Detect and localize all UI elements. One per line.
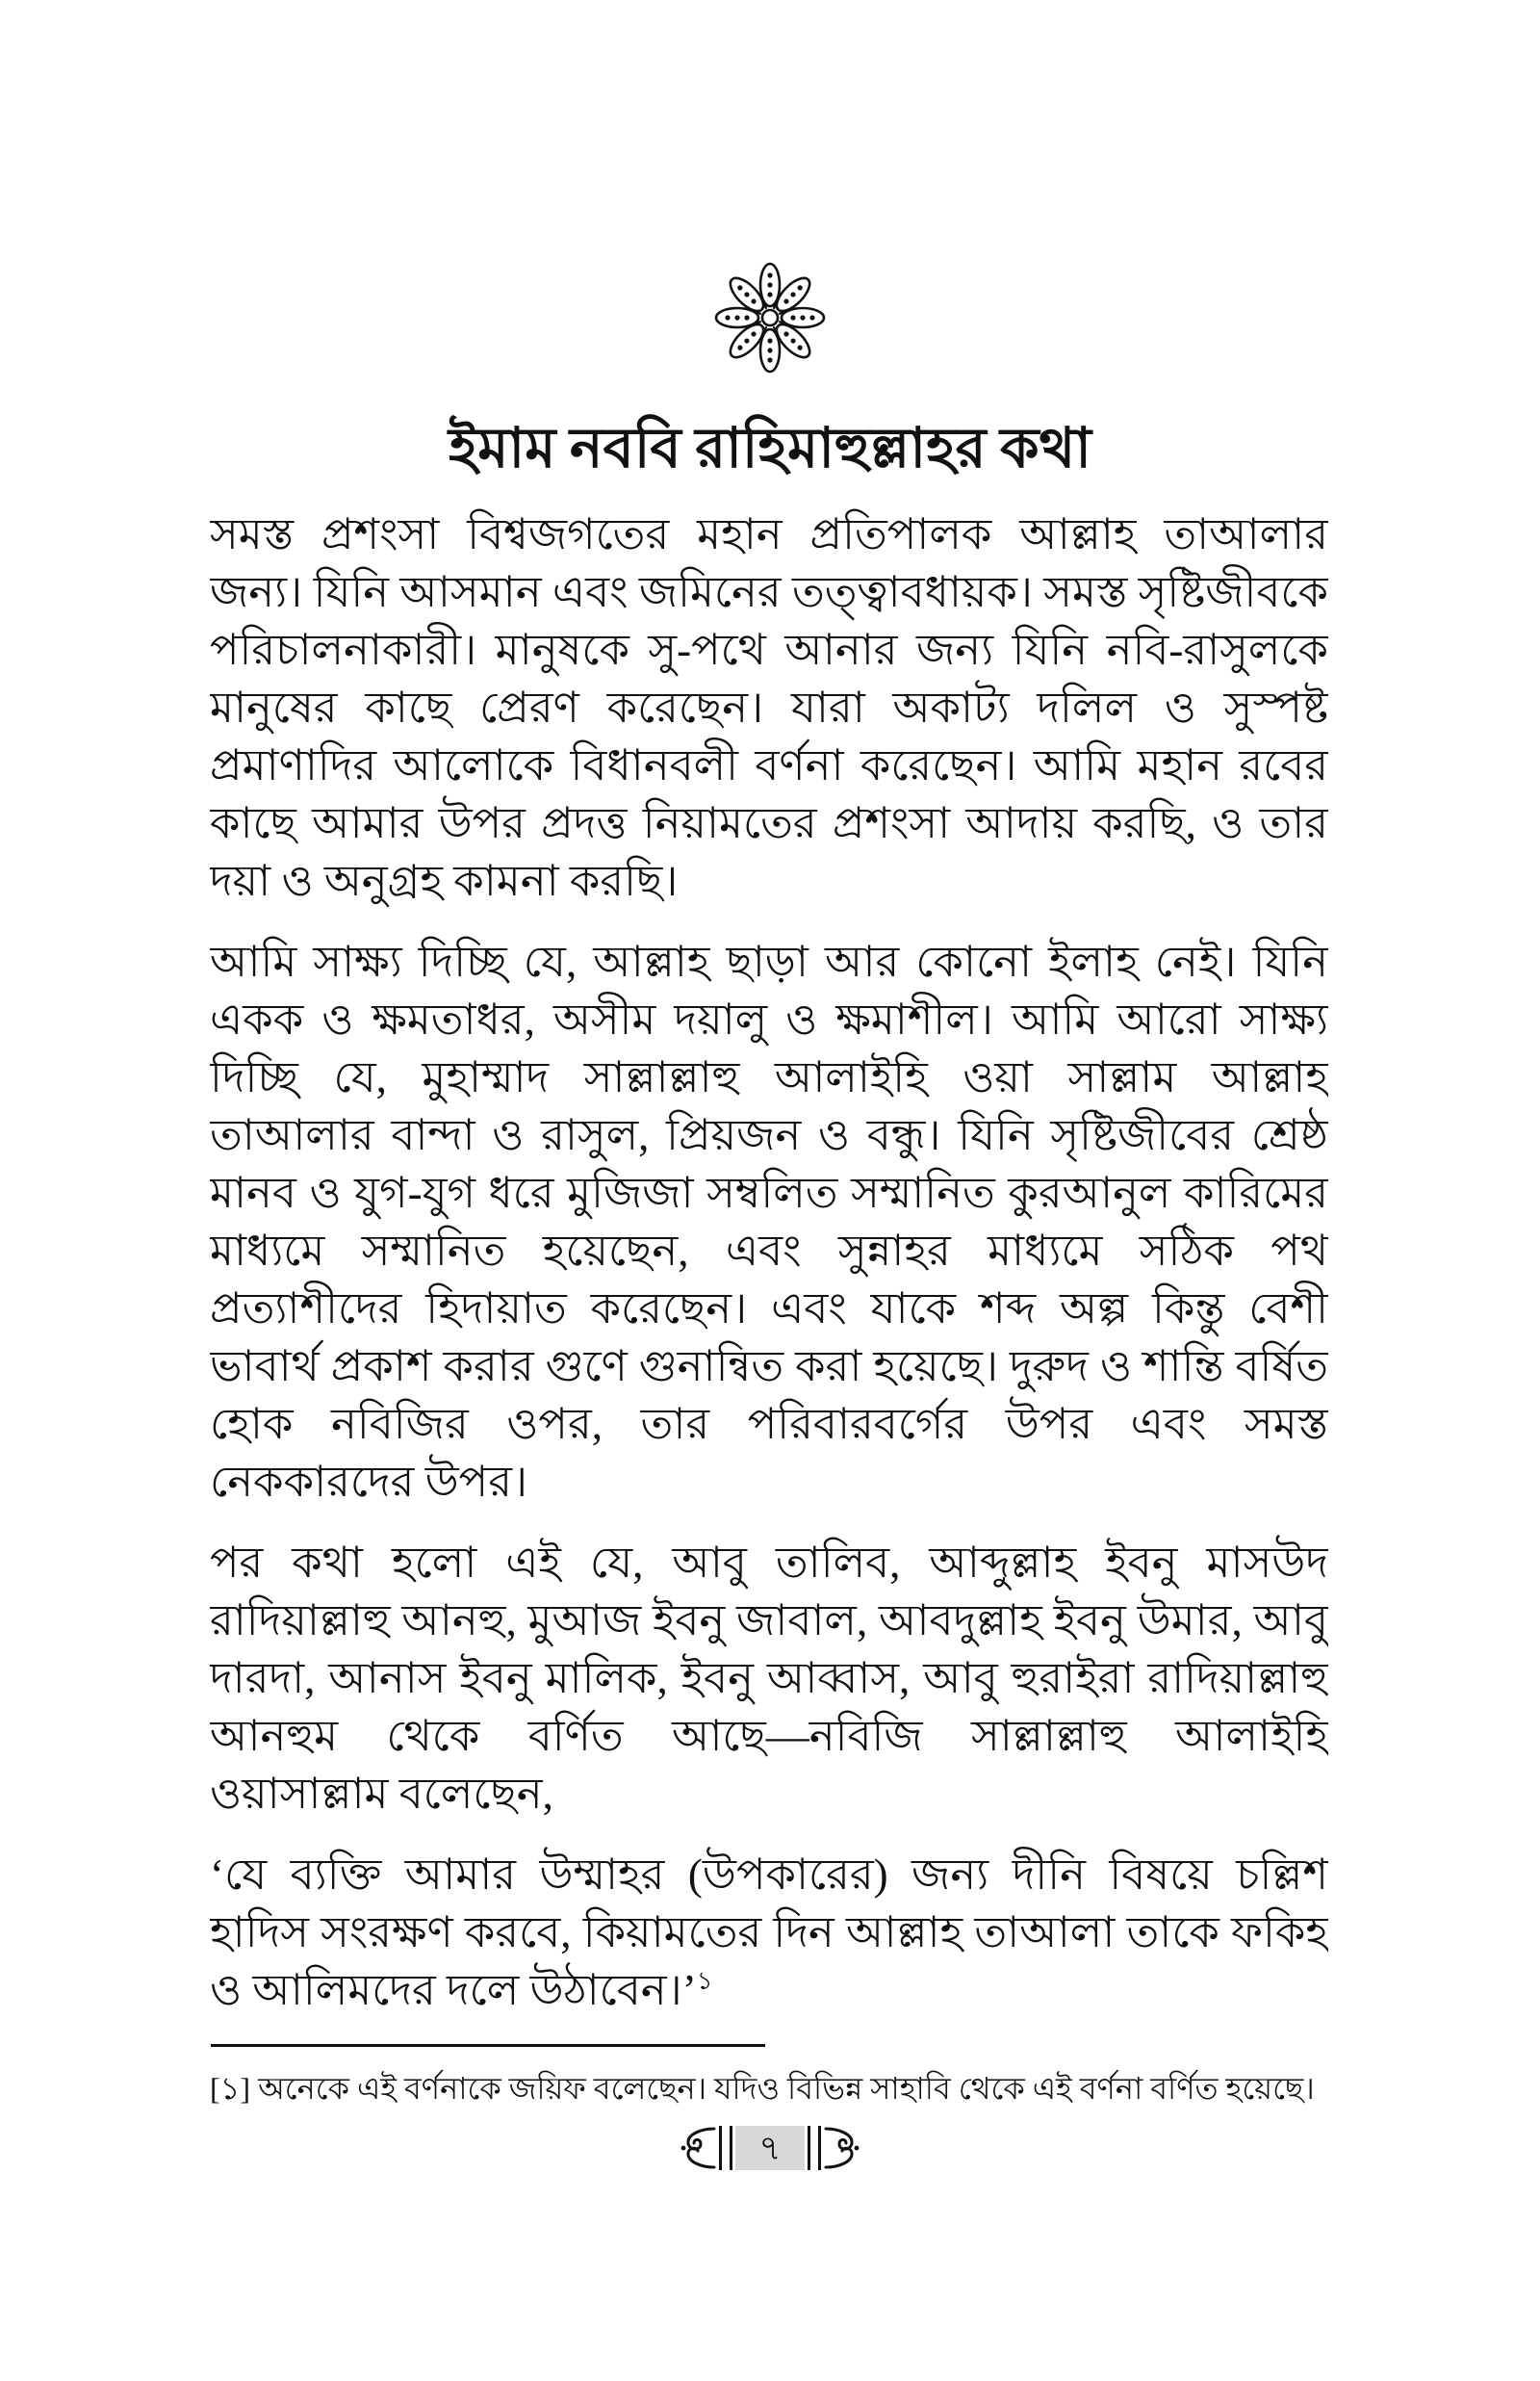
ornament-center bbox=[762, 310, 778, 325]
footnote-marker: [১] bbox=[210, 2071, 251, 2106]
paragraph-hadith-quote bbox=[210, 1846, 1328, 2017]
footnote-divider bbox=[211, 2044, 765, 2047]
paragraph-testimony: আমি সাক্ষ্য দিচ্ছি যে, আল্লাহ ছাড়া আর কোনো ইলাহ নেই। যিনি একক ও ক্ষমতাধর, অসীম দয়ালু ও ক্ষমাশীল। আমি আরো সাক্ষ্য দিচ্ছি যে, মুহাম্মাদ সাল্লাল্লাহু আলাইহি ওয়া সাল্লাম আল্লাহ তাআলার বান্দা ও রাসুল, প্রিয়জন ও বন্ধু। যিনি সৃষ্টিজীবের শ্রেষ্ঠ মানব ও যুগ-যুগ ধরে মুজিজা সম্বলিত সম্মানিত কুরআনুল কারিমের মাধ্যমে সম্মানিত হয়েছেন, এবং সুন্নাহর মাধ্যমে সঠিক পথ প্রত্যাশীদের হিদায়াত করেছেন। এবং যাকে শব্দ অল্প কিন্তু বেশী ভাবার্থ প্রকাশ করার গুণে গুনান্বিত করা হয়েছে। দুরুদ ও শান্তি বর্ষিত হোক নবিজির ওপর, তার পরিবারবর্গের উপর এবং সমস্ত নেককারদের উপর। bbox=[210, 938, 1328, 1506]
footnote-reference: ১ bbox=[696, 1967, 713, 1995]
chapter-title: ইমাম নববি রাহিমাহুল্লাহর কথা bbox=[449, 417, 1091, 479]
page-number-block bbox=[0, 2122, 1540, 2174]
paragraph-narration: পর কথা হলো এই যে, আবু তালিব, আব্দুল্লাহ ইবনু মাসউদ রাদিয়াল্লাহু আনহু, মুআজ ইবনু জাবাল, আবদুল্লাহ ইবনু উমার, আবু দারদা, আনাস ইবনু মালিক, ইবনু আব্বাস, আবু হুরাইরা রাদিয়াল্লাহু আনহুম থেকে বর্ণিত আছে—নবিজি সাল্লাল্লাহু আলাইহি ওয়াসাল্লাম বলেছেন, bbox=[210, 1539, 1328, 1818]
chapter-body bbox=[210, 505, 1328, 2017]
paragraph-praise: সমস্ত প্রশংসা বিশ্বজগতের মহান প্রতিপালক আল্লাহ তাআলার জন্য। যিনি আসমান এবং জমিনের তত্ত্বাবধায়ক। সমস্ত সৃষ্টিজীবকে পরিচালনাকারী। মানুষকে সু-পথে আনার জন্য যিনি নবি-রাসুলকে মানুষের কাছে প্রেরণ করেছেন। যারা অকাট্য দলিল ও সুস্পষ্ট প্রমাণাদির আলোকে বিধানবলী বর্ণনা করেছেন। আমি মহান রবের কাছে আমার উপর প্রদত্ত নিয়ামতের প্রশংসা আদায় করছি, ও তার দয়া ও অনুগ্রহ কামনা করছি। bbox=[210, 510, 1328, 905]
left-bars bbox=[719, 2126, 732, 2170]
hadith-quote-text: ‘যে ব্যক্তি আমার উম্মাহর (উপকারের) জন্য দীনি বিষয়ে চল্লিশ হাদিস সংরক্ষণ করবে, কিয়ামতের দিন আল্লাহ তাআলা তাকে ফকিহ ও আলিমদের দলে উঠাবেন।’ bbox=[210, 1850, 1328, 2014]
page-number: ৭ bbox=[735, 2126, 805, 2170]
right-flourish-icon bbox=[824, 2125, 862, 2171]
footnote-text: অনেকে এই বর্ণনাকে জয়িফ বলেছেন। যদিও বিভিন্ন সাহাবি থেকে এই বর্ণনা বর্ণিত হয়েছে। bbox=[258, 2071, 1315, 2106]
left-flourish-icon bbox=[678, 2125, 716, 2171]
flower-ornament-icon bbox=[703, 260, 837, 375]
right-bars bbox=[808, 2126, 821, 2170]
footnote bbox=[210, 2066, 1328, 2110]
